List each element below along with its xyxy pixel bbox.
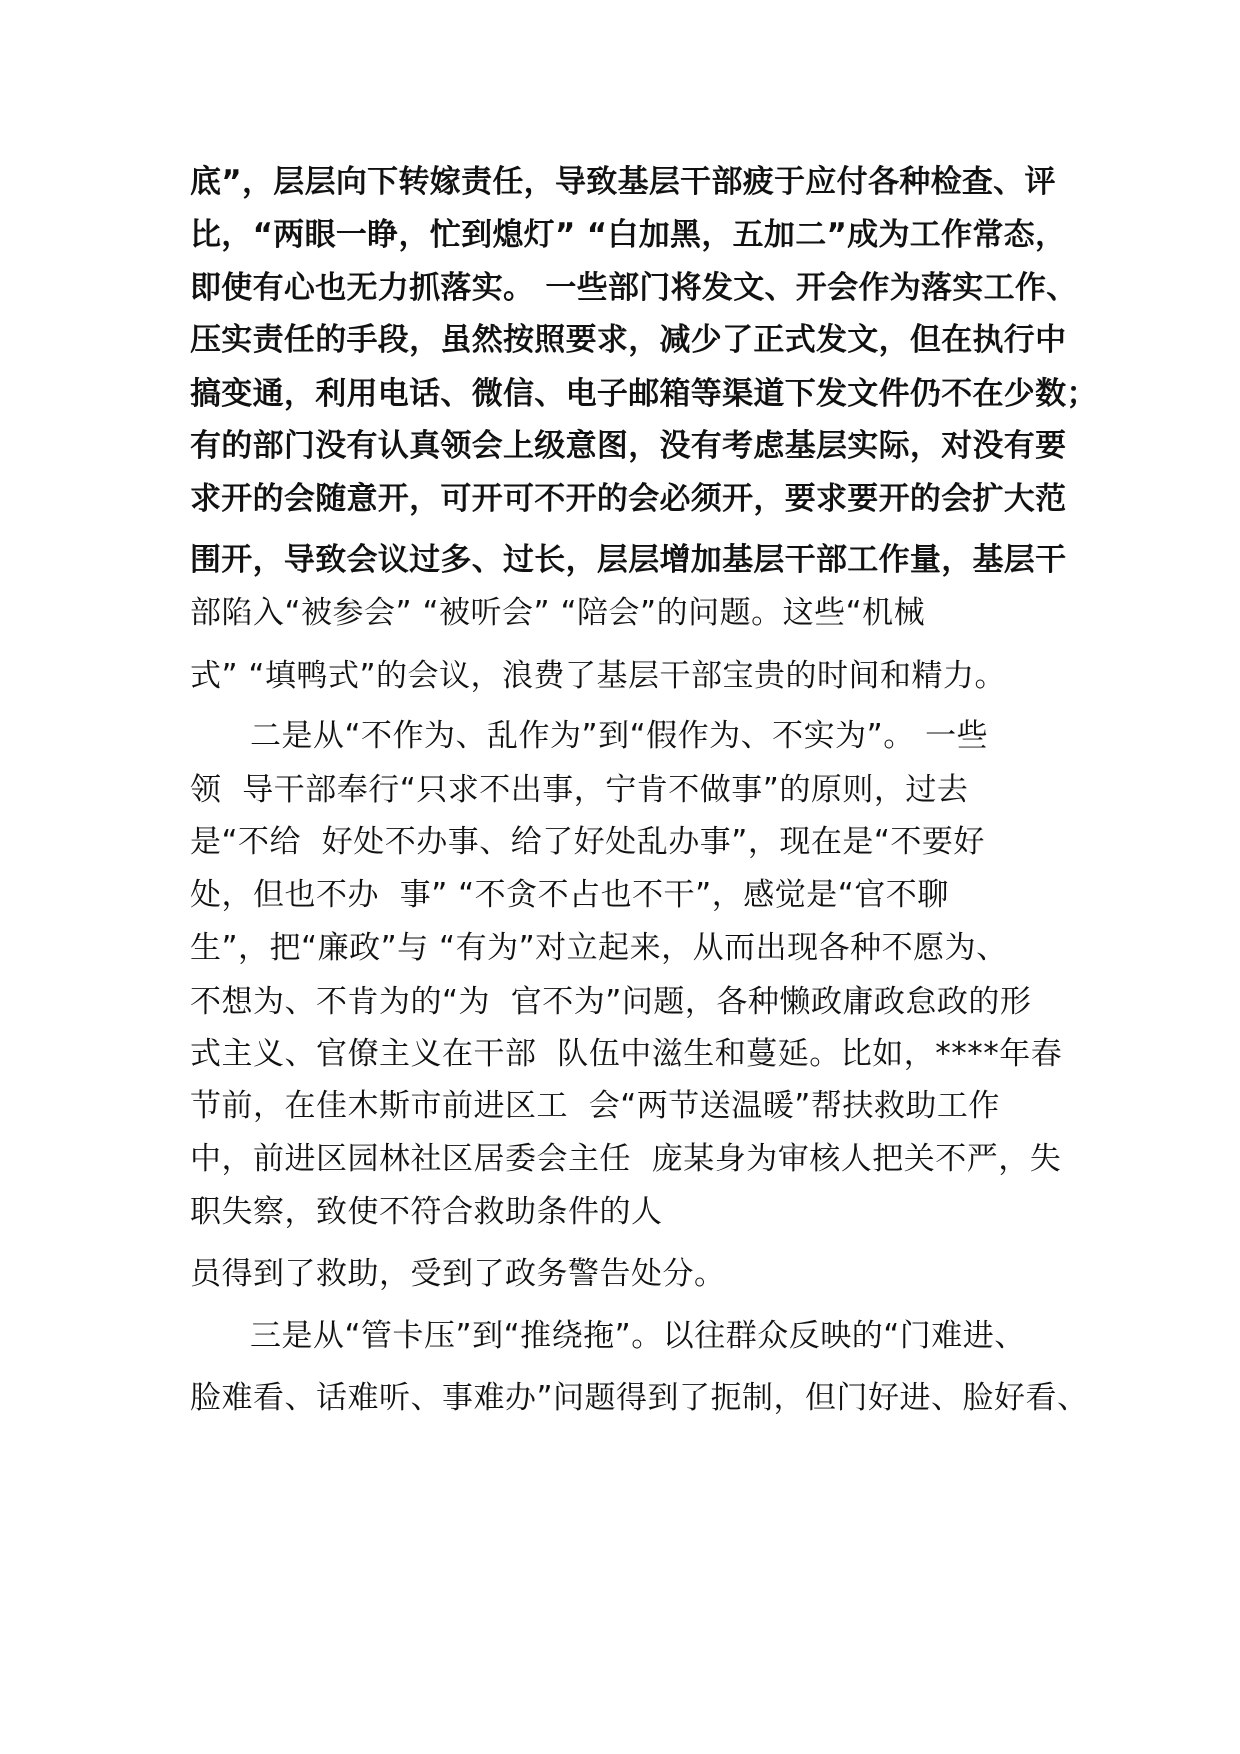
text-line-18: 节前，在佳木斯市前进区工 会“两节送温暖”帮扶救助工作 (190, 1088, 1000, 1124)
text-line-6: 有的部门没有认真领会上级意图，没有考虑基层实际，对没有要 (190, 428, 1067, 464)
text-line-8: 围开，导致会议过多、过长，层层增加基层干部工作量，基层干 (190, 542, 1067, 578)
text-line-1: 底”，层层向下转嫁责任，导致基层干部疲于应付各种检查、评 (190, 164, 1056, 200)
text-line-10: 式” “填鸭式”的会议，浪费了基层干部宝贵的时间和精力。 (190, 658, 1007, 694)
text-line-23: 脸难看、话难听、事难办”问题得到了扼制，但门好进、脸好看、 (190, 1380, 1089, 1416)
text-line-20: 职失察，致使不符合救助条件的人 (190, 1194, 663, 1230)
text-line-17: 式主义、官僚主义在干部 队伍中滋生和蔓延。比如，****年春 (190, 1036, 1063, 1072)
text-line-21: 员得到了救助，受到了政务警告处分。 (190, 1256, 726, 1292)
text-line-14: 处，但也不办 事” “不贪不占也不干”，感觉是“官不聊 (190, 877, 949, 913)
text-line-2: 比，“两眼一睁，忙到熄灯” “白加黑，五加二”成为工作常态， (190, 217, 1067, 253)
paragraph-3-first-line: 三是从“管卡压”到“推绕拖”。以往群众反映的“门难进、 (250, 1318, 1026, 1354)
text-line-3: 即使有心也无力抓落实。 一些部门将发文、开会作为落实工作、 (190, 270, 1078, 306)
text-line-16: 不想为、不肯为的“为 官不为”问题，各种懒政庸政怠政的形 (190, 984, 1032, 1020)
text-line-9: 部陷入“被参会” “被听会” “陪会”的问题。这些“机械 (190, 595, 926, 631)
text-line-13: 是“不给 好处不办事、给了好处乱办事”，现在是“不要好 (190, 824, 985, 860)
text-line-15: 生”，把“廉政”与 “有为”对立起来，从而出现各种不愿为、 (190, 930, 1008, 966)
text-line-5: 搞变通，利用电话、微信、电子邮箱等渠道下发文件仍不在少数； (190, 376, 1098, 412)
text-line-12: 领 导干部奉行“只求不出事，宁肯不做事”的原则，过去 (190, 772, 969, 808)
text-line-19: 中，前进区园林社区居委会主任 庞某身为审核人把关不严，失 (190, 1141, 1062, 1177)
text-line-4: 压实责任的手段，虽然按照要求，减少了正式发文，但在执行中 (190, 322, 1067, 358)
text-line-7: 求开的会随意开，可开可不开的会必须开，要求要开的会扩大范 (190, 481, 1067, 517)
paragraph-2-first-line: 二是从“不作为、乱作为”到“假作为、不实为”。 一些 (250, 718, 989, 754)
